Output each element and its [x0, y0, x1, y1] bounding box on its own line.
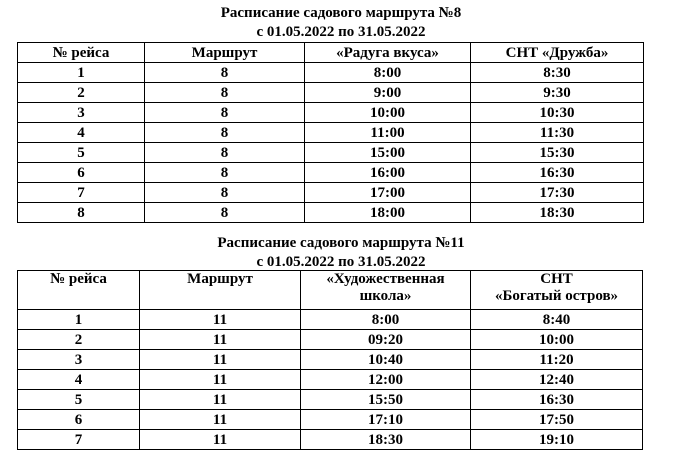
cell-route: 11 — [140, 410, 301, 430]
cell-departure-time: 8:00 — [301, 310, 471, 330]
table-row — [18, 430, 643, 450]
header-line: СНТ — [540, 271, 573, 287]
cell-arrival-time: 12:40 — [471, 370, 643, 390]
cell-route: 8 — [145, 183, 305, 203]
header-route — [140, 271, 301, 310]
cell-route: 11 — [140, 390, 301, 410]
schedule-11-date-range: с 01.05.2022 по 31.05.2022 — [256, 254, 426, 270]
cell-arrival-time: 8:30 — [471, 63, 644, 83]
cell-departure-time: 8:00 — [305, 63, 471, 83]
cell-departure-time: 11:00 — [305, 123, 471, 143]
cell-route: 8 — [145, 103, 305, 123]
cell-departure-time: 10:40 — [301, 350, 471, 370]
cell-departure-time: 10:00 — [305, 103, 471, 123]
cell-trip-number: 1 — [18, 310, 140, 330]
cell-trip-number: 2 — [18, 83, 145, 103]
cell-trip-number: 1 — [18, 63, 145, 83]
table-row — [18, 83, 644, 103]
header-line: № рейса — [50, 271, 107, 287]
table-row — [18, 203, 644, 223]
table-row — [18, 163, 644, 183]
cell-trip-number: 3 — [18, 350, 140, 370]
cell-arrival-time: 10:30 — [471, 103, 644, 123]
header-trip-number: № рейса — [18, 43, 145, 63]
header-stop-druzhba: СНТ «Дружба» — [471, 43, 644, 63]
schedule-8-date-range: с 01.05.2022 по 31.05.2022 — [256, 24, 426, 40]
cell-arrival-time: 18:30 — [471, 203, 644, 223]
cell-arrival-time: 11:30 — [471, 123, 644, 143]
cell-route: 11 — [140, 330, 301, 350]
cell-arrival-time: 15:30 — [471, 143, 644, 163]
cell-arrival-time: 10:00 — [471, 330, 643, 350]
schedule-11-title — [0, 234, 682, 272]
table-row — [18, 143, 644, 163]
table-row — [18, 103, 644, 123]
cell-arrival-time: 9:30 — [471, 83, 644, 103]
cell-departure-time: 15:50 — [301, 390, 471, 410]
table-row — [18, 370, 643, 390]
schedule-8-title-line1: Расписание садового маршрута №8 — [220, 5, 462, 21]
cell-trip-number: 3 — [18, 103, 145, 123]
cell-departure-time: 9:00 — [305, 83, 471, 103]
header-trip-number — [18, 271, 140, 310]
cell-departure-time: 17:00 — [305, 183, 471, 203]
cell-departure-time: 12:00 — [301, 370, 471, 390]
cell-arrival-time: 17:50 — [471, 410, 643, 430]
cell-trip-number: 2 — [18, 330, 140, 350]
table-row — [18, 350, 643, 370]
table-row — [18, 310, 643, 330]
schedule-8-table — [17, 42, 644, 223]
cell-arrival-time: 16:30 — [471, 390, 643, 410]
table-row — [18, 330, 643, 350]
cell-departure-time: 18:30 — [301, 430, 471, 450]
cell-trip-number: 4 — [18, 123, 145, 143]
cell-arrival-time: 8:40 — [471, 310, 643, 330]
cell-trip-number: 8 — [18, 203, 145, 223]
table-row — [18, 63, 644, 83]
cell-route: 11 — [140, 310, 301, 330]
cell-trip-number: 4 — [18, 370, 140, 390]
cell-trip-number: 6 — [18, 410, 140, 430]
cell-route: 8 — [145, 123, 305, 143]
table-header-row — [18, 43, 644, 63]
header-stop-bogaty-ostrov — [471, 271, 643, 310]
cell-route: 11 — [140, 430, 301, 450]
cell-route: 8 — [145, 203, 305, 223]
cell-trip-number: 7 — [18, 430, 140, 450]
cell-route: 8 — [145, 83, 305, 103]
cell-departure-time: 17:10 — [301, 410, 471, 430]
cell-arrival-time: 16:30 — [471, 163, 644, 183]
cell-route: 8 — [145, 143, 305, 163]
cell-arrival-time: 11:20 — [471, 350, 643, 370]
table-row — [18, 390, 643, 410]
cell-departure-time: 15:00 — [305, 143, 471, 163]
table-row — [18, 183, 644, 203]
header-line: «Художественная — [326, 271, 445, 287]
cell-route: 11 — [140, 350, 301, 370]
header-stop-art-school — [301, 271, 471, 310]
cell-departure-time: 16:00 — [305, 163, 471, 183]
table-header-row — [18, 271, 643, 310]
cell-departure-time: 18:00 — [305, 203, 471, 223]
cell-trip-number: 6 — [18, 163, 145, 183]
header-stop-raduga: «Радуга вкуса» — [305, 43, 471, 63]
cell-arrival-time: 19:10 — [471, 430, 643, 450]
cell-trip-number: 5 — [18, 390, 140, 410]
cell-route: 8 — [145, 63, 305, 83]
cell-departure-time: 09:20 — [301, 330, 471, 350]
table-row — [18, 123, 644, 143]
cell-trip-number: 5 — [18, 143, 145, 163]
header-line: школа» — [359, 288, 412, 304]
cell-trip-number: 7 — [18, 183, 145, 203]
header-line: Маршрут — [187, 271, 253, 287]
table-row — [18, 410, 643, 430]
header-line: «Богатый остров» — [494, 288, 619, 304]
cell-route: 8 — [145, 163, 305, 183]
schedule-8-title — [0, 4, 682, 42]
schedule-11-table — [17, 270, 643, 450]
cell-arrival-time: 17:30 — [471, 183, 644, 203]
cell-route: 11 — [140, 370, 301, 390]
header-route: Маршрут — [145, 43, 305, 63]
schedule-11-title-line1: Расписание садового маршрута №11 — [217, 235, 465, 251]
